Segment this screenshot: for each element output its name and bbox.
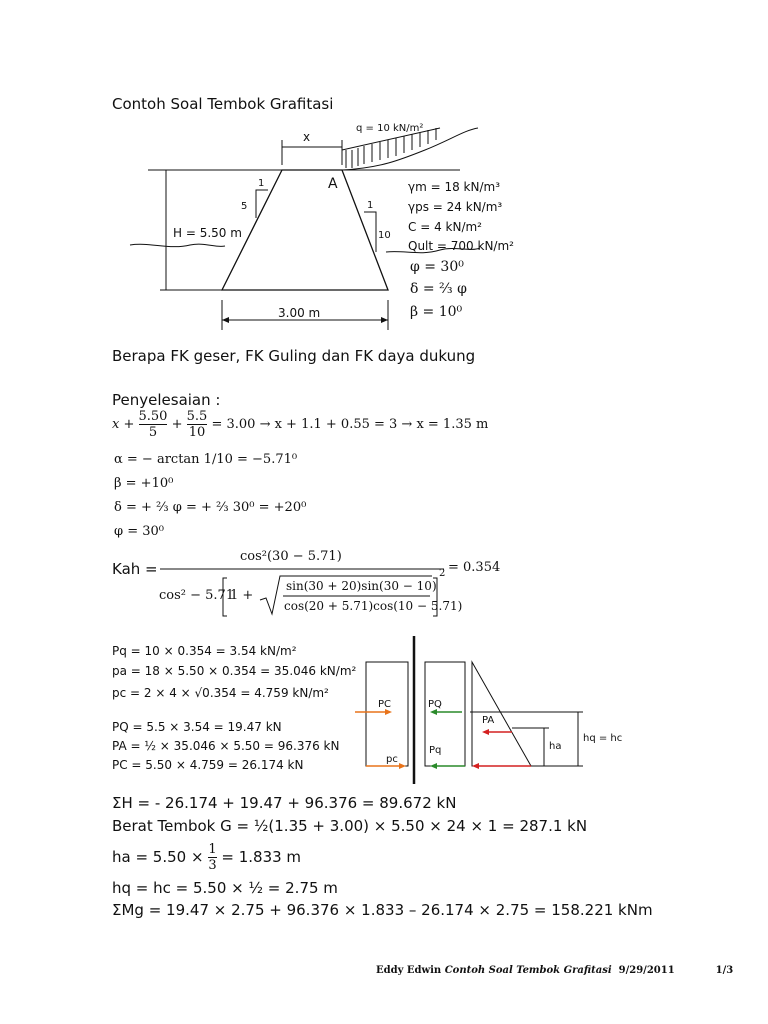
footer-date: 9/29/2011 xyxy=(618,965,675,976)
label-pq-upper: PQ xyxy=(428,699,442,710)
kah-inner-denominator: cos(20 + 5.71)cos(10 − 5.71) xyxy=(284,599,463,613)
kah-den-one: 1 + xyxy=(230,588,254,603)
page-title: Contoh Soal Tembok Grafitasi xyxy=(112,95,334,113)
param-c: C = 4 kN/m² xyxy=(408,220,482,234)
kah-inner-numerator: sin(30 + 20)sin(30 − 10) xyxy=(286,579,437,593)
result-sum-h: ΣH = - 26.174 + 19.47 + 96.376 = 89.672 kN xyxy=(112,794,457,812)
page-footer xyxy=(376,965,733,976)
hq-equation: hq = hc = 5.50 × ½ = 2.75 m xyxy=(112,879,338,897)
pressure-pc: pc = 2 × 4 × √0.354 = 4.759 kN/m² xyxy=(112,686,329,700)
pressure-pq: Pq = 10 × 0.354 = 3.54 kN/m² xyxy=(112,644,297,658)
force-pa: PA = ½ × 35.046 × 5.50 = 96.376 kN xyxy=(112,739,340,753)
footer-doc: Contoh Soal Tembok Grafitasi xyxy=(444,965,612,976)
equation-delta: δ = + ⅔ φ = + ⅔ 30⁰ = +20⁰ xyxy=(114,500,307,515)
equation-phi: φ = 30⁰ xyxy=(114,524,165,539)
solution-heading: Penyelesaian : xyxy=(112,391,221,409)
equation-alpha: α = − arctan 1/10 = −5.71⁰ xyxy=(114,452,298,467)
kah-result: = 0.354 xyxy=(448,560,501,575)
label-pc-upper: PC xyxy=(378,699,392,710)
mg-equation: ΣMg = 19.47 × 2.75 + 96.376 × 1.833 – 26.174 × 2.75 = 158.221 kNm xyxy=(112,901,653,919)
label-pq-lower: Pq xyxy=(429,745,442,756)
result-wall-weight: Berat Tembok G = ½(1.35 + 3.00) × 5.50 × 24 × 1 = 287.1 kN xyxy=(112,817,588,835)
kah-numerator: cos²(30 − 5.71) xyxy=(240,549,342,564)
label-ha: ha xyxy=(549,741,562,752)
equation-x: x + $\frac{5.50}{5}$ + $\frac{5.5}{10}$ = 3.00 → x + 1.1 + 0.55 = 3 → x = 1.35 m xyxy=(112,409,489,440)
param-phi: φ = 30⁰ xyxy=(410,259,464,275)
kah-label: Kah = xyxy=(112,560,158,578)
base-label: 3.00 m xyxy=(278,306,321,320)
slope-left-side: 5 xyxy=(241,201,248,212)
footer-page: 1/3 xyxy=(715,965,734,976)
force-pq: PQ = 5.5 × 3.54 = 19.47 kN xyxy=(112,720,282,734)
equation-beta: β = +10⁰ xyxy=(114,476,174,491)
kah-exponent: 2 xyxy=(439,568,446,579)
param-qult: Qult = 700 kN/m² xyxy=(408,239,514,253)
point-a-label: A xyxy=(328,176,338,192)
footer-author: Eddy Edwin xyxy=(376,965,442,976)
height-label: H = 5.50 m xyxy=(173,226,242,240)
label-pc-lower: pc xyxy=(386,754,398,765)
pressure-pa: pa = 18 × 5.50 × 0.354 = 35.046 kN/m² xyxy=(112,664,357,678)
kah-den-prefix: cos² − 5.71 xyxy=(159,588,235,603)
force-pc: PC = 5.50 × 4.759 = 26.174 kN xyxy=(112,758,304,772)
slope-right-top: 1 xyxy=(367,200,374,211)
param-delta: δ = ⅔ φ xyxy=(410,281,467,297)
label-hq-hc: hq = hc xyxy=(583,733,623,744)
param-beta: β = 10⁰ xyxy=(410,304,463,320)
q-label: q = 10 kN/m² xyxy=(356,123,424,134)
question-text: Berapa FK geser, FK Guling dan FK daya dukung xyxy=(112,347,476,365)
ha-equation: ha = 5.50 × $\frac{1}{3}$ = 1.833 m xyxy=(112,842,302,873)
label-pa: PA xyxy=(482,715,495,726)
param-gamma-ps: γps = 24 kN/m³ xyxy=(408,200,503,214)
x-label: x xyxy=(303,130,311,144)
slope-left-top: 1 xyxy=(258,178,265,189)
param-gamma-m: γm = 18 kN/m³ xyxy=(408,180,501,194)
pa-triangle xyxy=(472,662,531,766)
slope-right-side: 10 xyxy=(378,230,391,241)
